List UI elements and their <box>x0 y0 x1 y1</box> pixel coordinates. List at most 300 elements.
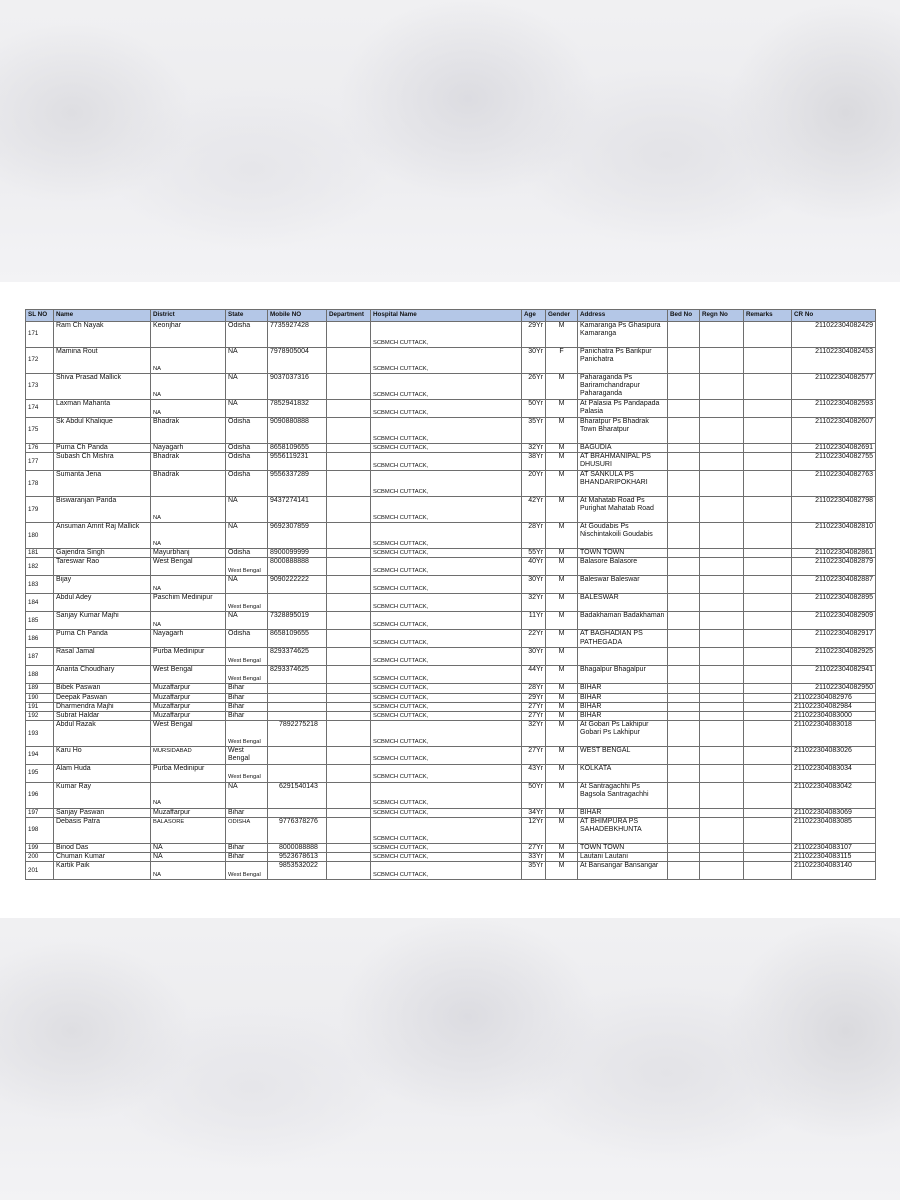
hospital-cell: SCBMCH CUTTACK, <box>371 666 522 684</box>
table-row <box>26 702 876 711</box>
cr-no-cell: 211022304083018 <box>792 721 876 747</box>
cr-no-cell: 211022304082861 <box>792 549 876 558</box>
regn-no-cell <box>700 764 744 782</box>
hospital-cell: SCBMCH CUTTACK, <box>371 497 522 523</box>
age-cell: 29Yr <box>522 322 546 348</box>
mobile-cell: 7328895019 <box>268 612 327 630</box>
district-cell: Bhadrak <box>151 418 226 444</box>
sl-no-cell: 193 <box>26 721 54 747</box>
department-cell <box>327 453 371 471</box>
table-row <box>26 549 876 558</box>
gender-cell: M <box>546 471 578 497</box>
table-row <box>26 712 876 721</box>
regn-no-cell <box>700 693 744 702</box>
address-cell: Badakhaman Badakhaman <box>578 612 668 630</box>
age-cell: 43Yr <box>522 764 546 782</box>
remarks-cell <box>744 721 792 747</box>
cr-no-cell: 211022304083042 <box>792 782 876 808</box>
table-row <box>26 843 876 852</box>
remarks-cell <box>744 684 792 693</box>
department-cell <box>327 400 371 418</box>
age-cell: 28Yr <box>522 684 546 693</box>
age-cell: 44Yr <box>522 666 546 684</box>
regn-no-cell <box>700 400 744 418</box>
state-cell: NA <box>226 523 268 549</box>
regn-no-cell <box>700 630 744 648</box>
state-cell: NA <box>226 782 268 808</box>
gender-cell: M <box>546 374 578 400</box>
state-cell: NA <box>226 374 268 400</box>
bed-no-cell <box>668 693 700 702</box>
department-cell <box>327 702 371 711</box>
gender-cell: M <box>546 747 578 764</box>
col-header-district: District <box>151 310 226 322</box>
patient-register-sheet <box>25 309 875 880</box>
gender-cell: M <box>546 684 578 693</box>
hospital-cell: SCBMCH CUTTACK, <box>371 693 522 702</box>
sl-no-cell: 185 <box>26 612 54 630</box>
district-cell: Paschim Medinipur <box>151 594 226 612</box>
name-cell: Kartik Paik <box>54 862 151 880</box>
remarks-cell <box>744 444 792 453</box>
sl-no-cell: 201 <box>26 862 54 880</box>
district-cell: Nayagarh <box>151 444 226 453</box>
gender-cell: M <box>546 497 578 523</box>
address-cell: At Palasia Ps Pandapada Palasia <box>578 400 668 418</box>
age-cell: 12Yr <box>522 817 546 843</box>
gender-cell: M <box>546 862 578 880</box>
name-cell: Sanjay Kumar Majhi <box>54 612 151 630</box>
mobile-cell: 8293374625 <box>268 666 327 684</box>
name-cell: Tareswar Rao <box>54 558 151 576</box>
age-cell: 35Yr <box>522 862 546 880</box>
remarks-cell <box>744 808 792 817</box>
cr-no-cell: 211022304082941 <box>792 666 876 684</box>
remarks-cell <box>744 558 792 576</box>
bed-no-cell <box>668 764 700 782</box>
col-header-name: Name <box>54 310 151 322</box>
table-row <box>26 782 876 808</box>
regn-no-cell <box>700 862 744 880</box>
state-cell: Odisha <box>226 418 268 444</box>
patient-table <box>25 309 876 880</box>
cr-no-cell: 211022304083034 <box>792 764 876 782</box>
sl-no-cell: 187 <box>26 648 54 666</box>
sl-no-cell: 200 <box>26 853 54 862</box>
department-cell <box>327 523 371 549</box>
mobile-cell: 7735927428 <box>268 322 327 348</box>
table-row <box>26 348 876 374</box>
remarks-cell <box>744 594 792 612</box>
state-cell: West Bengal <box>226 594 268 612</box>
col-header-state: State <box>226 310 268 322</box>
age-cell: 30Yr <box>522 576 546 594</box>
age-cell: 22Yr <box>522 630 546 648</box>
department-cell <box>327 558 371 576</box>
hospital-cell: SCBMCH CUTTACK, <box>371 782 522 808</box>
state-cell: West Bengal <box>226 558 268 576</box>
mobile-cell: 8000888888 <box>268 558 327 576</box>
hospital-cell: SCBMCH CUTTACK, <box>371 862 522 880</box>
department-cell <box>327 594 371 612</box>
remarks-cell <box>744 693 792 702</box>
gender-cell: M <box>546 322 578 348</box>
regn-no-cell <box>700 348 744 374</box>
state-cell: Bihar <box>226 843 268 852</box>
gender-cell: M <box>546 558 578 576</box>
cr-no-cell: 211022304083026 <box>792 747 876 764</box>
regn-no-cell <box>700 747 744 764</box>
bed-no-cell <box>668 782 700 808</box>
hospital-cell: SCBMCH CUTTACK, <box>371 808 522 817</box>
hospital-cell: SCBMCH CUTTACK, <box>371 471 522 497</box>
age-cell: 30Yr <box>522 648 546 666</box>
remarks-cell <box>744 374 792 400</box>
cr-no-cell: 211022304082879 <box>792 558 876 576</box>
gender-cell: M <box>546 702 578 711</box>
mobile-cell <box>268 764 327 782</box>
bed-no-cell <box>668 374 700 400</box>
address-cell: Bharatpur Ps Bhadrak Town Bharatpur <box>578 418 668 444</box>
name-cell: Rasal Jamal <box>54 648 151 666</box>
table-row <box>26 576 876 594</box>
hospital-cell: SCBMCH CUTTACK, <box>371 576 522 594</box>
remarks-cell <box>744 862 792 880</box>
name-cell: Subrat Haldar <box>54 712 151 721</box>
table-row <box>26 497 876 523</box>
age-cell: 32Yr <box>522 444 546 453</box>
table-row <box>26 648 876 666</box>
col-header-sl-no: SL NO <box>26 310 54 322</box>
col-header-mobile: Mobile NO <box>268 310 327 322</box>
age-cell: 55Yr <box>522 549 546 558</box>
mobile-cell: 8658109655 <box>268 630 327 648</box>
hospital-cell: SCBMCH CUTTACK, <box>371 322 522 348</box>
gender-cell: M <box>546 764 578 782</box>
district-cell: BALASORE <box>151 817 226 843</box>
bed-no-cell <box>668 684 700 693</box>
remarks-cell <box>744 400 792 418</box>
cr-no-cell: 211022304082925 <box>792 648 876 666</box>
state-cell: Odisha <box>226 471 268 497</box>
cr-no-cell: 211022304083115 <box>792 853 876 862</box>
remarks-cell <box>744 782 792 808</box>
mobile-cell: 8900099999 <box>268 549 327 558</box>
hospital-cell: SCBMCH CUTTACK, <box>371 702 522 711</box>
table-row <box>26 453 876 471</box>
age-cell: 35Yr <box>522 418 546 444</box>
address-cell: BIHAR <box>578 693 668 702</box>
bed-no-cell <box>668 630 700 648</box>
cr-no-cell: 211022304082755 <box>792 453 876 471</box>
cr-no-cell: 211022304082763 <box>792 471 876 497</box>
department-cell <box>327 348 371 374</box>
address-cell: BIHAR <box>578 702 668 711</box>
name-cell: Abdul Razak <box>54 721 151 747</box>
hospital-cell: SCBMCH CUTTACK, <box>371 764 522 782</box>
name-cell: Subash Ch Mishra <box>54 453 151 471</box>
state-cell: West Bengal <box>226 747 268 764</box>
hospital-cell: SCBMCH CUTTACK, <box>371 444 522 453</box>
hospital-cell: SCBMCH CUTTACK, <box>371 747 522 764</box>
bed-no-cell <box>668 523 700 549</box>
cr-no-cell: 211022304082909 <box>792 612 876 630</box>
gender-cell: M <box>546 418 578 444</box>
sl-no-cell: 172 <box>26 348 54 374</box>
table-row <box>26 764 876 782</box>
regn-no-cell <box>700 418 744 444</box>
age-cell: 27Yr <box>522 702 546 711</box>
sl-no-cell: 194 <box>26 747 54 764</box>
department-cell <box>327 808 371 817</box>
gender-cell: M <box>546 843 578 852</box>
bed-no-cell <box>668 612 700 630</box>
address-cell: TOWN TOWN <box>578 843 668 852</box>
col-header-address: Address <box>578 310 668 322</box>
district-cell: NA <box>151 400 226 418</box>
department-cell <box>327 322 371 348</box>
age-cell: 26Yr <box>522 374 546 400</box>
state-cell: Odisha <box>226 549 268 558</box>
address-cell: AT BRAHMANIPAL PS DHUSURI <box>578 453 668 471</box>
mobile-cell: 6291540143 <box>268 782 327 808</box>
name-cell: Kumar Ray <box>54 782 151 808</box>
hospital-cell: SCBMCH CUTTACK, <box>371 612 522 630</box>
hospital-cell: SCBMCH CUTTACK, <box>371 348 522 374</box>
remarks-cell <box>744 843 792 852</box>
district-cell: NA <box>151 843 226 852</box>
department-cell <box>327 630 371 648</box>
remarks-cell <box>744 576 792 594</box>
table-row <box>26 817 876 843</box>
department-cell <box>327 612 371 630</box>
district-cell: NA <box>151 374 226 400</box>
remarks-cell <box>744 764 792 782</box>
state-cell: Bihar <box>226 712 268 721</box>
mobile-cell: 9556119231 <box>268 453 327 471</box>
regn-no-cell <box>700 612 744 630</box>
district-cell: Bhadrak <box>151 453 226 471</box>
department-cell <box>327 471 371 497</box>
table-row <box>26 444 876 453</box>
department-cell <box>327 853 371 862</box>
department-cell <box>327 747 371 764</box>
sl-no-cell: 189 <box>26 684 54 693</box>
state-cell: Odisha <box>226 444 268 453</box>
address-cell: WEST BENGAL <box>578 747 668 764</box>
district-cell: Nayagarh <box>151 630 226 648</box>
bed-no-cell <box>668 843 700 852</box>
address-cell: BIHAR <box>578 712 668 721</box>
regn-no-cell <box>700 853 744 862</box>
hospital-cell: SCBMCH CUTTACK, <box>371 721 522 747</box>
cr-no-cell: 211022304083069 <box>792 808 876 817</box>
district-cell: NA <box>151 523 226 549</box>
table-row <box>26 693 876 702</box>
bed-no-cell <box>668 594 700 612</box>
name-cell: Laxman Mahanta <box>54 400 151 418</box>
mobile-cell: 9437274141 <box>268 497 327 523</box>
bed-no-cell <box>668 444 700 453</box>
district-cell: NA <box>151 782 226 808</box>
remarks-cell <box>744 322 792 348</box>
col-header-bed-no: Bed No <box>668 310 700 322</box>
table-row <box>26 747 876 764</box>
bed-no-cell <box>668 702 700 711</box>
regn-no-cell <box>700 322 744 348</box>
sl-no-cell: 196 <box>26 782 54 808</box>
regn-no-cell <box>700 453 744 471</box>
age-cell: 32Yr <box>522 721 546 747</box>
sl-no-cell: 174 <box>26 400 54 418</box>
bed-no-cell <box>668 418 700 444</box>
bed-no-cell <box>668 853 700 862</box>
mobile-cell: 8293374625 <box>268 648 327 666</box>
regn-no-cell <box>700 523 744 549</box>
gender-cell: M <box>546 721 578 747</box>
age-cell: 34Yr <box>522 808 546 817</box>
regn-no-cell <box>700 497 744 523</box>
state-cell: West Bengal <box>226 666 268 684</box>
bed-no-cell <box>668 471 700 497</box>
address-cell: Kamaranga Ps Ghasipura Kamaranga <box>578 322 668 348</box>
name-cell: Sumanta Jena <box>54 471 151 497</box>
mobile-cell: 9692307859 <box>268 523 327 549</box>
cr-no-cell: 211022304082607 <box>792 418 876 444</box>
mobile-cell <box>268 808 327 817</box>
table-row <box>26 684 876 693</box>
name-cell: Abdul Adey <box>54 594 151 612</box>
hospital-cell: SCBMCH CUTTACK, <box>371 523 522 549</box>
address-cell: At Santragachhi Ps Bagsola Santragachhi <box>578 782 668 808</box>
cr-no-cell: 211022304082429 <box>792 322 876 348</box>
state-cell: Bihar <box>226 853 268 862</box>
sl-no-cell: 198 <box>26 817 54 843</box>
bed-no-cell <box>668 576 700 594</box>
sl-no-cell: 192 <box>26 712 54 721</box>
cr-no-cell: 211022304082887 <box>792 576 876 594</box>
bed-no-cell <box>668 549 700 558</box>
mobile-cell: 9523678613 <box>268 853 327 862</box>
sl-no-cell: 180 <box>26 523 54 549</box>
department-cell <box>327 648 371 666</box>
table-row <box>26 400 876 418</box>
sl-no-cell: 171 <box>26 322 54 348</box>
mobile-cell <box>268 594 327 612</box>
state-cell: NA <box>226 400 268 418</box>
sl-no-cell: 179 <box>26 497 54 523</box>
hospital-cell: SCBMCH CUTTACK, <box>371 374 522 400</box>
bed-no-cell <box>668 400 700 418</box>
gender-cell: M <box>546 453 578 471</box>
district-cell: West Bengal <box>151 666 226 684</box>
address-cell: Panichatra Ps Barikpur Panichatra <box>578 348 668 374</box>
regn-no-cell <box>700 684 744 693</box>
state-cell: West Bengal <box>226 648 268 666</box>
sl-no-cell: 182 <box>26 558 54 576</box>
bed-no-cell <box>668 808 700 817</box>
mobile-cell: 7892275218 <box>268 721 327 747</box>
age-cell: 27Yr <box>522 747 546 764</box>
department-cell <box>327 576 371 594</box>
hospital-cell: SCBMCH CUTTACK, <box>371 817 522 843</box>
age-cell: 30Yr <box>522 348 546 374</box>
regn-no-cell <box>700 782 744 808</box>
department-cell <box>327 862 371 880</box>
gender-cell: M <box>546 648 578 666</box>
department-cell <box>327 684 371 693</box>
address-cell: BALESWAR <box>578 594 668 612</box>
sl-no-cell: 199 <box>26 843 54 852</box>
department-cell <box>327 693 371 702</box>
name-cell: Chuman Kumar <box>54 853 151 862</box>
hospital-cell: SCBMCH CUTTACK, <box>371 684 522 693</box>
address-cell: At Bansangar Bansangar <box>578 862 668 880</box>
table-row <box>26 558 876 576</box>
remarks-cell <box>744 747 792 764</box>
cr-no-cell: 211022304082976 <box>792 693 876 702</box>
table-row <box>26 594 876 612</box>
mobile-cell <box>268 712 327 721</box>
sl-no-cell: 176 <box>26 444 54 453</box>
remarks-cell <box>744 712 792 721</box>
cr-no-cell: 211022304082577 <box>792 374 876 400</box>
gender-cell: F <box>546 348 578 374</box>
bed-no-cell <box>668 712 700 721</box>
bed-no-cell <box>668 666 700 684</box>
regn-no-cell <box>700 721 744 747</box>
address-cell: Lautani Lautani <box>578 853 668 862</box>
table-row <box>26 612 876 630</box>
mobile-cell: 9037037316 <box>268 374 327 400</box>
remarks-cell <box>744 702 792 711</box>
address-cell: At Goudabis Ps Nischintakoili Goudabis <box>578 523 668 549</box>
district-cell: Muzaffarpur <box>151 808 226 817</box>
table-row <box>26 862 876 880</box>
state-cell: West Bengal <box>226 862 268 880</box>
address-cell: Balasore Balasore <box>578 558 668 576</box>
cr-no-cell: 211022304082895 <box>792 594 876 612</box>
age-cell: 42Yr <box>522 497 546 523</box>
district-cell: Muzaffarpur <box>151 684 226 693</box>
table-row <box>26 523 876 549</box>
cr-no-cell: 211022304082917 <box>792 630 876 648</box>
department-cell <box>327 374 371 400</box>
table-row <box>26 808 876 817</box>
mobile-cell: 7978905004 <box>268 348 327 374</box>
district-cell: Muzaffarpur <box>151 693 226 702</box>
address-cell: BIHAR <box>578 684 668 693</box>
name-cell: Binod Das <box>54 843 151 852</box>
sl-no-cell: 178 <box>26 471 54 497</box>
mobile-cell: 9853532022 <box>268 862 327 880</box>
mobile-cell <box>268 693 327 702</box>
regn-no-cell <box>700 471 744 497</box>
cr-no-cell: 211022304082950 <box>792 684 876 693</box>
gender-cell: M <box>546 630 578 648</box>
state-cell: Bihar <box>226 702 268 711</box>
district-cell: Bhadrak <box>151 471 226 497</box>
name-cell: Biswaranjan Parida <box>54 497 151 523</box>
bed-no-cell <box>668 497 700 523</box>
blurred-footer-region <box>0 918 900 1200</box>
district-cell: Keonjhar <box>151 322 226 348</box>
remarks-cell <box>744 453 792 471</box>
hospital-cell: SCBMCH CUTTACK, <box>371 843 522 852</box>
sl-no-cell: 190 <box>26 693 54 702</box>
mobile-cell <box>268 747 327 764</box>
remarks-cell <box>744 471 792 497</box>
